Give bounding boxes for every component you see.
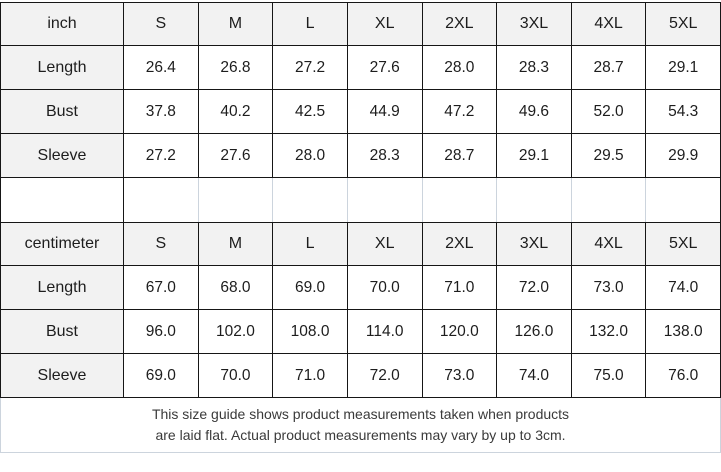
measurement-value-cell: 72.0 — [497, 266, 572, 310]
unit-label-cell: centimeter — [1, 223, 124, 266]
size-header-cell: 4XL — [571, 223, 646, 266]
size-header-cell: XL — [347, 3, 422, 46]
measurement-value-cell: 29.1 — [646, 46, 721, 90]
measurement-label-cell: Length — [1, 266, 124, 310]
measurement-value-cell: 108.0 — [273, 310, 348, 354]
size-chart-table — [0, 2, 721, 398]
size-header-cell: 3XL — [497, 3, 572, 46]
size-guide-note — [0, 398, 721, 453]
measurement-value-cell: 44.9 — [347, 90, 422, 134]
size-header-cell: 2XL — [422, 3, 497, 46]
spacer-cell — [497, 178, 572, 223]
measurement-label-cell: Length — [1, 46, 124, 90]
measurement-value-cell: 52.0 — [571, 90, 646, 134]
measurement-value-cell: 28.0 — [422, 46, 497, 90]
note-line-2: are laid flat. Actual product measurements may vary by up to 3cm. — [155, 427, 566, 443]
measurement-value-cell: 74.0 — [646, 266, 721, 310]
table-row — [1, 354, 721, 398]
measurement-value-cell: 29.5 — [571, 134, 646, 178]
size-header-cell: 5XL — [646, 3, 721, 46]
measurement-value-cell: 73.0 — [571, 266, 646, 310]
measurement-value-cell: 74.0 — [497, 354, 572, 398]
inch-header-row — [1, 3, 721, 46]
measurement-value-cell: 27.6 — [198, 134, 273, 178]
size-header-cell: 5XL — [646, 223, 721, 266]
size-header-cell: 3XL — [497, 223, 572, 266]
measurement-label-cell: Bust — [1, 90, 124, 134]
spacer-cell — [1, 178, 124, 223]
spacer-cell — [273, 178, 348, 223]
measurement-value-cell: 76.0 — [646, 354, 721, 398]
measurement-value-cell: 28.3 — [497, 46, 572, 90]
size-header-cell: XL — [347, 223, 422, 266]
size-header-cell: L — [273, 3, 348, 46]
measurement-value-cell: 68.0 — [198, 266, 273, 310]
size-header-cell: L — [273, 223, 348, 266]
measurement-value-cell: 49.6 — [497, 90, 572, 134]
measurement-value-cell: 96.0 — [124, 310, 199, 354]
spacer-cell — [198, 178, 273, 223]
measurement-value-cell: 37.8 — [124, 90, 199, 134]
measurement-value-cell: 47.2 — [422, 90, 497, 134]
size-header-cell: 4XL — [571, 3, 646, 46]
measurement-value-cell: 27.2 — [273, 46, 348, 90]
measurement-value-cell: 40.2 — [198, 90, 273, 134]
measurement-value-cell: 28.0 — [273, 134, 348, 178]
measurement-value-cell: 26.8 — [198, 46, 273, 90]
measurement-value-cell: 26.4 — [124, 46, 199, 90]
measurement-value-cell: 28.7 — [571, 46, 646, 90]
table-row — [1, 90, 721, 134]
measurement-value-cell: 71.0 — [422, 266, 497, 310]
measurement-value-cell: 126.0 — [497, 310, 572, 354]
measurement-value-cell: 29.1 — [497, 134, 572, 178]
measurement-value-cell: 72.0 — [347, 354, 422, 398]
measurement-value-cell: 69.0 — [273, 266, 348, 310]
measurement-label-cell: Sleeve — [1, 354, 124, 398]
measurement-value-cell: 132.0 — [571, 310, 646, 354]
size-header-cell: S — [124, 3, 199, 46]
measurement-value-cell: 28.7 — [422, 134, 497, 178]
measurement-value-cell: 42.5 — [273, 90, 348, 134]
table-row — [1, 46, 721, 90]
spacer-cell — [571, 178, 646, 223]
spacer-cell — [422, 178, 497, 223]
measurement-value-cell: 73.0 — [422, 354, 497, 398]
measurement-value-cell: 71.0 — [273, 354, 348, 398]
measurement-value-cell: 28.3 — [347, 134, 422, 178]
measurement-value-cell: 67.0 — [124, 266, 199, 310]
measurement-value-cell: 29.9 — [646, 134, 721, 178]
measurement-value-cell: 138.0 — [646, 310, 721, 354]
measurement-value-cell: 69.0 — [124, 354, 199, 398]
measurement-label-cell: Bust — [1, 310, 124, 354]
measurement-value-cell: 102.0 — [198, 310, 273, 354]
measurement-value-cell: 114.0 — [347, 310, 422, 354]
table-row — [1, 310, 721, 354]
size-header-cell: M — [198, 3, 273, 46]
size-header-cell: 2XL — [422, 223, 497, 266]
spacer-row — [1, 178, 721, 223]
measurement-value-cell: 27.6 — [347, 46, 422, 90]
table-row — [1, 266, 721, 310]
measurement-value-cell: 54.3 — [646, 90, 721, 134]
size-header-cell: S — [124, 223, 199, 266]
unit-label-cell: inch — [1, 3, 124, 46]
centimeter-header-row — [1, 223, 721, 266]
spacer-cell — [124, 178, 199, 223]
measurement-value-cell: 120.0 — [422, 310, 497, 354]
size-header-cell: M — [198, 223, 273, 266]
measurement-value-cell: 70.0 — [347, 266, 422, 310]
note-line-1: This size guide shows product measurements taken when products — [151, 406, 570, 422]
table-row — [1, 134, 721, 178]
measurement-value-cell: 70.0 — [198, 354, 273, 398]
measurement-value-cell: 27.2 — [124, 134, 199, 178]
spacer-cell — [646, 178, 721, 223]
spacer-cell — [347, 178, 422, 223]
measurement-label-cell: Sleeve — [1, 134, 124, 178]
measurement-value-cell: 75.0 — [571, 354, 646, 398]
